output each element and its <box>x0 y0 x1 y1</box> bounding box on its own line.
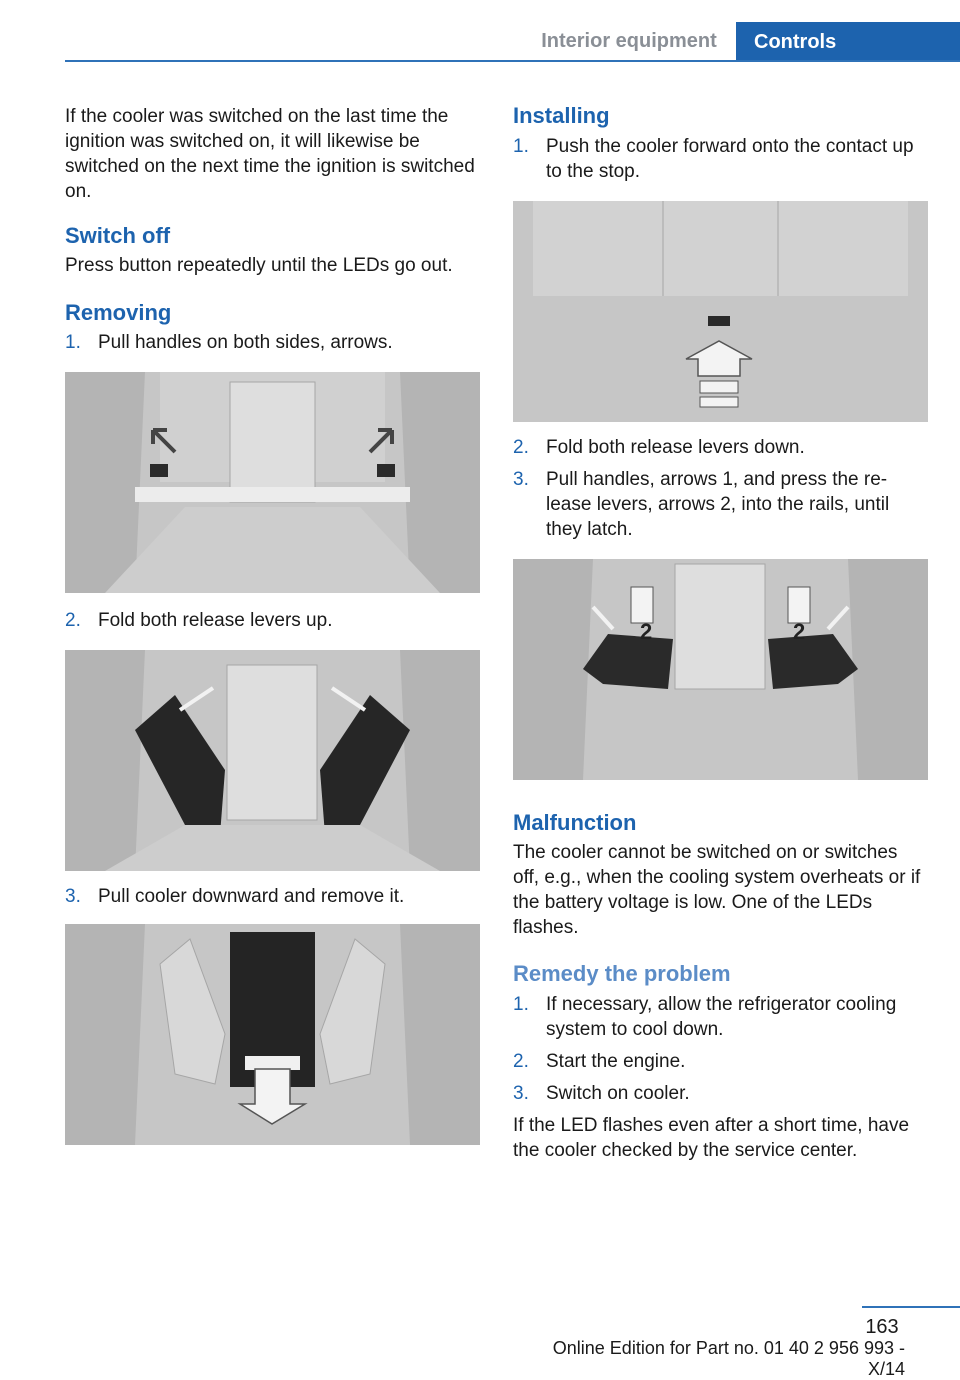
figure-label-2-right: 2 <box>793 619 806 644</box>
installing-step-3 <box>513 467 928 542</box>
chapter-tab[interactable]: Controls <box>736 22 960 62</box>
step-text: Pull cooler downward and remove it. <box>98 886 405 907</box>
removing-step-1 <box>65 330 480 355</box>
malfunction-text: The cooler cannot be switched on or switches off, e.g., when the cooling system overheats or if the battery voltage is low. One of the LEDs flashes. <box>513 842 921 938</box>
step-number: 3. <box>513 469 529 490</box>
switch-off-text: Press button repeatedly until the LEDs go out. <box>65 255 453 276</box>
header-rule <box>65 60 960 62</box>
step-text: If necessary, allow the refrigerator cooling system to cool down. <box>546 994 897 1040</box>
step-number: 3. <box>513 1083 529 1104</box>
step-text: Fold both release levers up. <box>98 610 333 631</box>
left-column <box>65 100 480 1145</box>
installing-step-2 <box>513 435 928 460</box>
page-number: 163 <box>865 1316 899 1338</box>
remedy-step-1 <box>513 992 928 1042</box>
remedy-step-2 <box>513 1049 928 1074</box>
closing-paragraph: If the LED flashes even after a short time, have the cooler checked by the service center. <box>513 1115 910 1161</box>
page-header <box>0 0 960 62</box>
footer-edition: Online Edition for Part no. 01 40 2 956 993 - X/14 <box>552 1338 905 1379</box>
step-text: Fold both release levers down. <box>546 437 805 458</box>
step-number: 3. <box>65 886 81 907</box>
installing-heading: Installing <box>513 103 610 128</box>
step-text: Switch on cooler. <box>546 1083 690 1104</box>
figure-label-2-left: 2 <box>640 619 653 644</box>
removing-heading: Removing <box>65 300 172 325</box>
figure-remove-cooler <box>65 924 480 1145</box>
right-column <box>513 100 928 1163</box>
installing-step-1 <box>513 134 928 184</box>
removing-step-2 <box>65 608 480 633</box>
step-number: 1. <box>513 136 529 157</box>
figure-release-levers-up <box>65 650 480 871</box>
footer-rule <box>862 1306 960 1308</box>
malfunction-heading: Malfunction <box>513 810 637 835</box>
step-text: Start the engine. <box>546 1051 686 1072</box>
step-text: Pull handles, arrows 1, and press the re‐lease levers, arrows 2, into the rails, until they latch. <box>546 469 890 540</box>
figure-pull-handles <box>65 372 480 593</box>
remedy-step-3 <box>513 1081 928 1106</box>
intro-paragraph: If the cooler was switched on the last time the ignition was switched on, it will likewise be switched on the next time the ignition is switched on. <box>65 106 475 202</box>
figure-latch-levers <box>513 559 928 780</box>
step-text: Push the cooler forward onto the contact up to the stop. <box>546 136 914 182</box>
section-tab[interactable]: Interior equipment <box>541 29 717 52</box>
step-number: 1. <box>513 994 529 1015</box>
removing-step-3 <box>65 884 480 909</box>
remedy-heading: Remedy the problem <box>513 961 731 986</box>
step-number: 2. <box>65 610 81 631</box>
step-number: 2. <box>513 437 529 458</box>
figure-push-cooler <box>513 201 928 422</box>
step-text: Pull handles on both sides, arrows. <box>98 332 393 353</box>
step-number: 2. <box>513 1051 529 1072</box>
switch-off-heading: Switch off <box>65 223 171 248</box>
step-number: 1. <box>65 332 81 353</box>
